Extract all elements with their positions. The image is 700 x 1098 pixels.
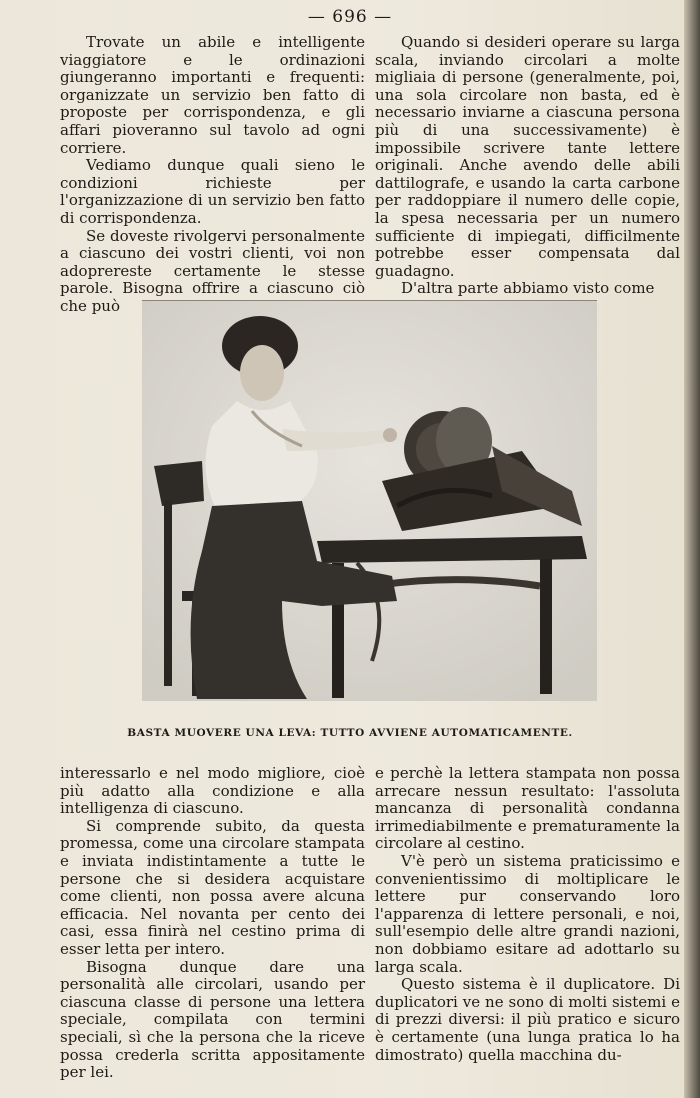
figure-caption: BASTA MUOVERE UNA LEVA: TUTTO AVVIENE AUTOMATICAMENTE. bbox=[127, 727, 573, 739]
photograph-woman-duplicator bbox=[142, 300, 597, 701]
paragraph: D'altra parte abbiamo visto come bbox=[401, 279, 655, 298]
page-edge-shadow bbox=[684, 0, 700, 1098]
text-column-top-left bbox=[60, 34, 365, 316]
photograph-illustration bbox=[142, 301, 597, 701]
paragraph: Vediamo dunque quali sieno le condizioni richieste per l'organizzazione di un servizio ben fatto di corrispondenza. bbox=[60, 156, 365, 227]
paragraph: Quando si desideri operare su larga scala, inviando circolari a molte migliaia di persone (generalmente, poi, una sola circolare non basta, ed è necessario inviarne a ciascuna persona più di una successivamente) è impossibile scrivere tante lettere originali. Anche avendo delle abili dattilografe, e usando la carta carbone per raddoppiare il numero delle copie, la spesa necessaria per un numero sufficiente di impiegati, difficilmente potrebbe esser compensata dal guadagno. bbox=[375, 33, 680, 280]
page-number: — 696 — bbox=[307, 7, 393, 27]
text-column-bottom-right bbox=[375, 765, 680, 1064]
paragraph: e perchè la lettera stampata non possa arrecare nessun resultato: l'assoluta mancanza di personalità condanna irrimediabilmente e prematuramente la circolare al cestino. bbox=[375, 764, 680, 853]
paragraph: Trovate un abile e intelligente viaggiatore e le ordinazioni giungeranno importanti e frequenti: organizzate un servizio ben fatto di proposte per corrispondenza, e gli affari pioveranno sul tavolo ad ogni corriere. bbox=[60, 33, 365, 157]
text-column-top-right bbox=[375, 34, 680, 298]
paragraph: interessarlo e nel modo migliore, cioè più adatto alla condizione e alla intelligenza di ciascuno. bbox=[60, 764, 365, 818]
paragraph: Questo sistema è il duplicatore. Di duplicatori ve ne sono di molti sistemi e di prezzi diversi: il più pratico e sicuro è certamente (una lunga pratica lo ha dimostrato) quella macchina du- bbox=[375, 975, 680, 1064]
paragraph: Si comprende subito, da questa promessa, come una circolare stampata e inviata indistintamente a tutte le persone che si desidera acquistare come clienti, non possa avere alcuna efficacia. Nel novanta per cento dei casi, essa finirà nel cestino prima di esser letta per intero. bbox=[60, 816, 365, 958]
paragraph: Bisogna dunque dare una personalità alle circolari, usando per ciascuna classe di persone una lettera speciale, compilata con termini speciali, sì che la persona che la riceve possa crederla scritta appositamente per lei. bbox=[60, 957, 365, 1082]
paragraph: Se doveste rivolgervi personalmente a ciascuno dei vostri clienti, voi non adoprereste certamente le stesse parole. Bisogna offrire a ciascuno ciò che può bbox=[60, 226, 365, 315]
paragraph: V'è però un sistema praticissimo e convenientissimo di moltiplicare le lettere pur conservando loro l'apparenza di lettere personali, e noi, sull'esempio delle altre grandi nazioni, non dobbiamo esitare ad adottarlo su larga scala. bbox=[375, 851, 680, 976]
text-column-bottom-left bbox=[60, 765, 365, 1082]
